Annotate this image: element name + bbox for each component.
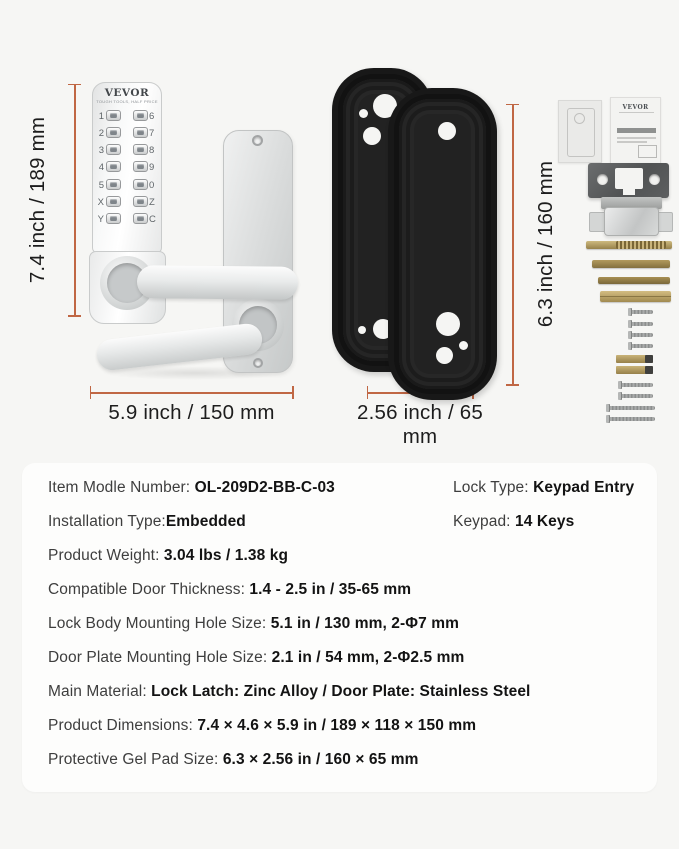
drilling-template-paper: [558, 100, 602, 163]
lock-width-dimension-line: [90, 392, 293, 394]
pad-hole: [436, 312, 460, 336]
spec-value: Embedded: [165, 513, 246, 530]
square-spindle-bar: [600, 291, 671, 302]
spec-main-material: [48, 683, 530, 701]
key-button: [106, 127, 121, 138]
key-button: [106, 213, 121, 224]
spec-value: Keypad Entry: [533, 479, 635, 496]
keypad-row: [93, 213, 161, 225]
brass-standoff: [616, 355, 653, 363]
key-label: X: [97, 196, 104, 208]
manual-table-box: [638, 145, 657, 158]
spec-label: Lock Body Mounting Hole Size:: [48, 615, 271, 632]
brass-rod-short: [598, 277, 670, 284]
key-label: 7: [149, 127, 155, 139]
vevor-logo: VEVOR: [104, 87, 150, 99]
keypad-row: [93, 179, 161, 191]
spec-value: 3.04 lbs / 1.38 kg: [163, 547, 289, 564]
spec-value: 6.3 × 2.56 in / 160 × 65 mm: [222, 751, 419, 768]
strike-plate-notch: [623, 189, 635, 195]
spec-product-weight: [48, 547, 288, 565]
lock-width-dimension-label: 5.9 inch / 150 mm: [108, 401, 275, 424]
key-label: 0: [149, 179, 155, 191]
keypad-front-panel: [92, 82, 162, 253]
pad-hole: [358, 326, 366, 334]
spec-item-model-number: [48, 479, 335, 497]
key-button: [106, 144, 121, 155]
spec-label: Installation Type:: [48, 513, 166, 530]
key-button: [106, 196, 121, 207]
key-label: C: [149, 213, 156, 225]
key-button: [133, 127, 148, 138]
spec-lock-type: [453, 479, 634, 497]
pad-height-dimension-line: [512, 104, 514, 385]
spec-door-thickness: [48, 581, 411, 599]
key-label: Z: [149, 196, 155, 208]
keypad-row: [93, 144, 161, 156]
spec-label: Lock Type:: [453, 479, 534, 496]
exterior-lever-handle: [137, 265, 298, 300]
key-button: [133, 110, 148, 121]
key-button: [133, 196, 148, 207]
strike-plate-hole: [597, 174, 608, 185]
spec-value: 7.4 × 4.6 × 5.9 in / 189 × 118 × 150 mm: [197, 717, 477, 734]
pad-hole: [363, 127, 381, 145]
strike-plate: [588, 163, 669, 198]
pad-hole: [359, 109, 368, 118]
spec-label: Compatible Door Thickness:: [48, 581, 250, 598]
spec-keypad-keys: [453, 513, 574, 531]
pad-hole: [459, 341, 468, 350]
key-label: 4: [98, 161, 104, 173]
key-label: 3: [98, 144, 104, 156]
brass-standoff: [616, 366, 653, 374]
spec-product-dimensions: [48, 717, 476, 735]
keypad-row: [93, 110, 161, 122]
latch-body: [604, 207, 659, 236]
lock-height-dimension-line: [74, 84, 76, 316]
keypad-row: [93, 196, 161, 208]
keypad-row: [93, 161, 161, 173]
key-label: 5: [98, 179, 104, 191]
key-button: [133, 213, 148, 224]
spec-installation-type: [48, 513, 246, 531]
vevor-tagline: TOUGH TOOLS, HALF PRICE: [96, 99, 158, 104]
manual-line: [617, 141, 647, 143]
pad-height-dimension-label: 6.3 inch / 160 mm: [534, 160, 557, 328]
key-button: [133, 179, 148, 190]
brass-rod: [592, 260, 670, 268]
spec-value: 2.1 in / 54 mm, 2-Φ2.5 mm: [271, 649, 465, 666]
back-plate-bottom-screw-hole: [253, 358, 263, 368]
key-label: 8: [149, 144, 155, 156]
spec-label: Main Material:: [48, 683, 152, 700]
spec-panel: [22, 463, 657, 792]
spec-label: Protective Gel Pad Size:: [48, 751, 223, 768]
spec-gel-pad-size: [48, 751, 419, 769]
strike-plate-opening: [615, 168, 643, 189]
template-drawing-circle: [574, 113, 585, 124]
spec-door-plate-hole-size: [48, 649, 464, 667]
spec-value: OL-209D2-BB-C-03: [194, 479, 335, 496]
lock-height-dimension-label: 7.4 inch / 189 mm: [26, 116, 49, 284]
manual-line: [619, 112, 654, 113]
spec-label: Item Modle Number:: [48, 479, 195, 496]
strike-plate-hole: [649, 174, 660, 185]
pad-width-dimension-label: 2.56 inch / 65 mm: [357, 401, 483, 448]
back-plate-top-screw-hole: [252, 135, 263, 146]
spec-lock-body-hole-size: [48, 615, 459, 633]
pad-hole: [436, 347, 453, 364]
key-button: [133, 161, 148, 172]
manual-vevor-logo: VEVOR: [622, 104, 649, 111]
manual-title-bar: [617, 128, 656, 133]
instruction-manual: [610, 97, 661, 166]
spec-label: Product Weight:: [48, 547, 164, 564]
spindle-spring: [616, 241, 666, 249]
key-button: [106, 179, 121, 190]
key-label: 6: [149, 110, 155, 122]
pad-hole: [438, 122, 456, 140]
keypad-row: [93, 127, 161, 139]
gel-pad-front: [388, 88, 497, 400]
spec-label: Door Plate Mounting Hole Size:: [48, 649, 272, 666]
key-button: [106, 161, 121, 172]
key-label: 9: [149, 161, 155, 173]
key-button: [133, 144, 148, 155]
spec-value: Lock Latch: Zinc Alloy / Door Plate: Stainless Steel: [151, 683, 531, 700]
key-button: [106, 110, 121, 121]
manual-line: [617, 137, 656, 139]
key-label: 1: [98, 110, 104, 122]
spec-label: Keypad:: [453, 513, 515, 530]
spec-value: 1.4 - 2.5 in / 35-65 mm: [249, 581, 412, 598]
spec-value: 14 Keys: [514, 513, 575, 530]
spec-value: 5.1 in / 130 mm, 2-Φ7 mm: [270, 615, 459, 632]
key-label: Y: [97, 213, 104, 225]
key-label: 2: [98, 127, 104, 139]
latch-right-wing: [657, 212, 673, 232]
spec-label: Product Dimensions:: [48, 717, 198, 734]
